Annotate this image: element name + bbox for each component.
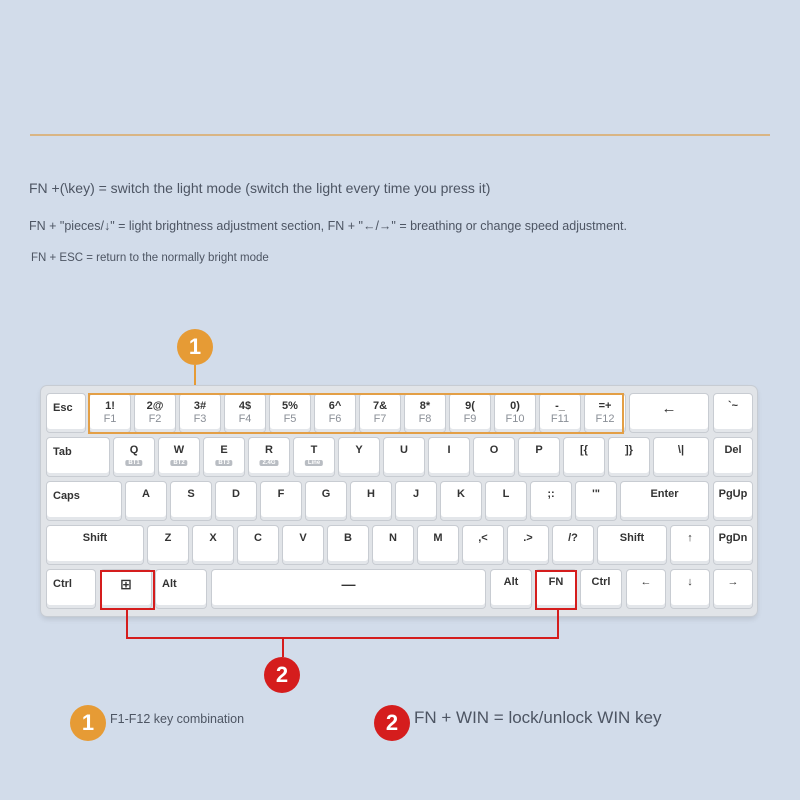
key-caps[interactable]: Caps (46, 481, 122, 521)
key-tilde[interactable]: `~ (713, 393, 753, 433)
key-k[interactable]: K (440, 481, 482, 521)
key-minus[interactable]: -_ F11 (539, 393, 581, 433)
key-down[interactable]: ↓ (670, 569, 710, 609)
windows-icon: ⊞ (120, 576, 132, 592)
key-3[interactable]: 3# F3 (179, 393, 221, 433)
highlight-f-keys (88, 393, 624, 434)
key-l[interactable]: L (485, 481, 527, 521)
key-1[interactable]: 1! F1 (89, 393, 131, 433)
key-b[interactable]: B (327, 525, 369, 565)
legend-text-one: F1-F12 key combination (110, 712, 245, 726)
key-5[interactable]: 5% F5 (269, 393, 311, 433)
key-comma[interactable]: ,< (462, 525, 504, 565)
key-f[interactable]: F (260, 481, 302, 521)
key-m[interactable]: M (417, 525, 459, 565)
tag-line: Line (305, 460, 323, 466)
key-ctrl-left[interactable]: Ctrl (46, 569, 96, 609)
key-ctrl-right[interactable]: Ctrl (580, 569, 622, 609)
key-shift-right[interactable]: Shift (597, 525, 667, 565)
key-esc[interactable]: Esc (46, 393, 86, 433)
key-7[interactable]: 7& F7 (359, 393, 401, 433)
connector-fn (557, 610, 559, 639)
key-left[interactable]: ← (626, 569, 666, 609)
key-space[interactable]: — (211, 569, 486, 609)
tag-bt2: BT2 (170, 460, 187, 466)
connector-bar (126, 637, 559, 639)
key-i[interactable]: I (428, 437, 470, 477)
key-quote[interactable]: '" (575, 481, 617, 521)
key-0[interactable]: 0) F10 (494, 393, 536, 433)
key-up[interactable]: ↑ (670, 525, 710, 565)
tag-24g: 2.4G (259, 460, 278, 466)
key-j[interactable]: J (395, 481, 437, 521)
key-t[interactable]: T Line (293, 437, 335, 477)
key-alt-right[interactable]: Alt (490, 569, 532, 609)
key-period[interactable]: .> (507, 525, 549, 565)
badge-two: 2 (264, 657, 300, 693)
top-divider (30, 134, 770, 136)
key-alt-left[interactable]: Alt (155, 569, 207, 609)
key-2[interactable]: 2@ F2 (134, 393, 176, 433)
key-backspace[interactable]: ← (629, 393, 709, 433)
highlight-fn-key (535, 570, 577, 610)
key-9[interactable]: 9( F9 (449, 393, 491, 433)
legend-text-two: FN + WIN = lock/unlock WIN key (414, 708, 662, 727)
key-right[interactable]: → (713, 569, 753, 609)
key-rbracket[interactable]: ]} (608, 437, 650, 477)
key-slash[interactable]: /? (552, 525, 594, 565)
badge-one: 1 (177, 329, 213, 365)
key-6[interactable]: 6^ F6 (314, 393, 356, 433)
connector-win (126, 610, 128, 639)
key-h[interactable]: H (350, 481, 392, 521)
highlight-win-key (100, 570, 155, 610)
key-u[interactable]: U (383, 437, 425, 477)
key-equals[interactable]: =+ F12 (584, 393, 626, 433)
key-backslash[interactable]: \| (653, 437, 709, 477)
key-lbracket[interactable]: [{ (563, 437, 605, 477)
key-r[interactable]: R 2.4G (248, 437, 290, 477)
key-n[interactable]: N (372, 525, 414, 565)
key-e[interactable]: E BT3 (203, 437, 245, 477)
key-o[interactable]: O (473, 437, 515, 477)
legend-badge-one: 1 (70, 705, 106, 741)
key-w[interactable]: W BT2 (158, 437, 200, 477)
key-a[interactable]: A (125, 481, 167, 521)
key-q[interactable]: Q BT1 (113, 437, 155, 477)
note-esc: FN + ESC = return to the normally bright mode (31, 252, 269, 264)
key-shift-left[interactable]: Shift (46, 525, 144, 565)
key-tab[interactable]: Tab (46, 437, 110, 477)
key-8[interactable]: 8* F8 (404, 393, 446, 433)
key-y[interactable]: Y (338, 437, 380, 477)
tag-bt3: BT3 (215, 460, 232, 466)
key-semicolon[interactable]: ;: (530, 481, 572, 521)
connector-two (282, 637, 284, 657)
key-del[interactable]: Del (713, 437, 753, 477)
note-brightness: FN + "pieces/↓" = light brightness adjustment section, FN + "←/→" = breathing or change speed adjustment. (29, 219, 627, 233)
key-v[interactable]: V (282, 525, 324, 565)
key-z[interactable]: Z (147, 525, 189, 565)
key-s[interactable]: S (170, 481, 212, 521)
legend-badge-two: 2 (374, 705, 410, 741)
key-pgup[interactable]: PgUp (713, 481, 753, 521)
key-g[interactable]: G (305, 481, 347, 521)
key-4[interactable]: 4$ F4 (224, 393, 266, 433)
key-x[interactable]: X (192, 525, 234, 565)
key-enter[interactable]: Enter (620, 481, 709, 521)
key-d[interactable]: D (215, 481, 257, 521)
key-c[interactable]: C (237, 525, 279, 565)
key-p[interactable]: P (518, 437, 560, 477)
key-pgdn[interactable]: PgDn (713, 525, 753, 565)
tag-bt1: BT1 (125, 460, 142, 466)
note-light-mode: FN +(\key) = switch the light mode (switch the light every time you press it) (29, 180, 491, 196)
key-fn[interactable]: FN (535, 569, 577, 609)
